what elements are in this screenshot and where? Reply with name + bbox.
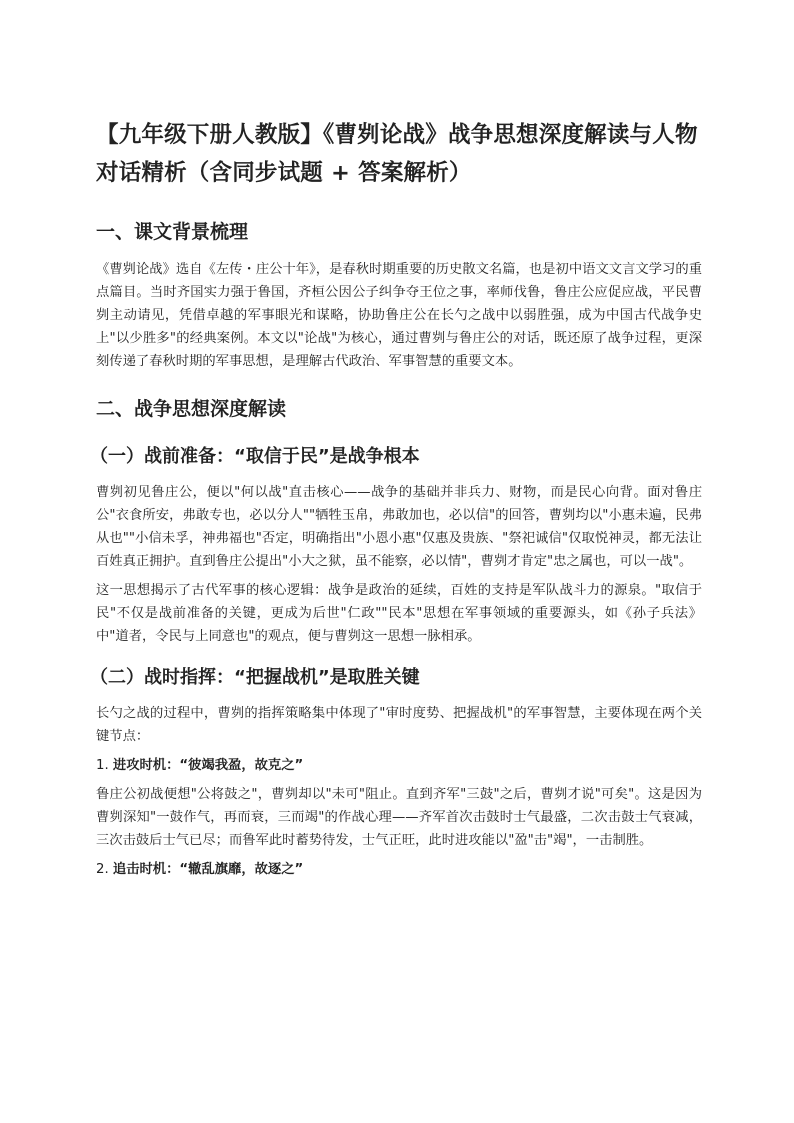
preparation-paragraph-1: 曹刿初见鲁庄公，便以"何以战"直击核心——战争的基础并非兵力、财物，而是民心向背。面对鲁庄公"衣食所安，弗敢专也，必以分人""牺牲玉帛，弗敢加也，必以信"的回答，曹刿均以"小惠未遍，民弗从也""小信未孚，神弗福也"否定，明确指出"小恩小惠"仅惠及贵族、"祭祀诚信"仅取悦神灵，都无法让百姓真正拥护。直到鲁庄公提出"小大之狱，虽不能察，必以情"，曹刿才肯定"忠之属也，可以一战"。 bbox=[96, 485, 702, 569]
list-item-pursuit-timing bbox=[96, 858, 702, 881]
list-item-label: 进攻时机：“彼竭我盈，故克之” bbox=[112, 758, 304, 773]
command-intro-paragraph: 长勺之战的过程中，曹刿的指挥策略集中体现了"审时度势、把握战机"的军事智慧，主要体现在两个关键节点： bbox=[96, 706, 702, 744]
preparation-paragraph-2: 这一思想揭示了古代军事的核心逻辑：战争是政治的延续，百姓的支持是军队战斗力的源泉。"取信于民"不仅是战前准备的关键，更成为后世"仁政""民本"思想在军事领域的重要源头，如《孙子兵法》中"道者，令民与上同意也"的观点，便与曹刿这一思想一脉相承。 bbox=[96, 583, 702, 644]
list-number: 1. bbox=[96, 758, 109, 773]
section-heading-war-thought: 二、战争思想深度解读 bbox=[96, 398, 287, 420]
subsection-heading-command: （二）战时指挥：“把握战机”是取胜关键 bbox=[90, 667, 420, 688]
document-title: 【九年级下册人教版】《曹刿论战》战争思想深度解读与人物对话精析（含同步试题 + 答案解析） bbox=[96, 122, 698, 186]
background-paragraph: 《曹刿论战》选自《左传・庄公十年》，是春秋时期重要的历史散文名篇，也是初中语文文言文学习的重点篇目。当时齐国实力强于鲁国，齐桓公因公子纠争夺王位之事，率师伐鲁，鲁庄公应促应战，平民曹刿主动请见，凭借卓越的军事眼光和谋略，协助鲁庄公在长勺之战中以弱胜强，成为中国古代战争史上"以少胜多"的经典案例。本文以"论战"为核心，通过曹刿与鲁庄公的对话，既还原了战争过程，更深刻传递了春秋时期的军事思想，是理解古代政治、军事智慧的重要文本。 bbox=[96, 262, 702, 369]
list-number: 2. bbox=[96, 862, 109, 877]
subsection-heading-preparation: （一）战前准备：“取信于民”是战争根本 bbox=[90, 446, 420, 467]
list-item-attack-timing bbox=[96, 754, 702, 777]
list-item-label: 追击时机：“辙乱旗靡，故逐之” bbox=[112, 862, 304, 877]
attack-timing-paragraph: 鲁庄公初战便想"公将鼓之"，曹刿却以"未可"阻止。直到齐军"三鼓"之后，曹刿才说"可矣"。这是因为曹刿深知"一鼓作气，再而衰，三而竭"的作战心理——齐军首次击鼓时士气最盛，二次击鼓士气衰减，三次击鼓后士气已尽；而鲁军此时蓄势待发，士气正旺，此时进攻能以"盈"击"竭"，一击制胜。 bbox=[96, 787, 702, 848]
document-page bbox=[90, 116, 702, 887]
section-heading-background: 一、课文背景梳理 bbox=[96, 221, 249, 243]
